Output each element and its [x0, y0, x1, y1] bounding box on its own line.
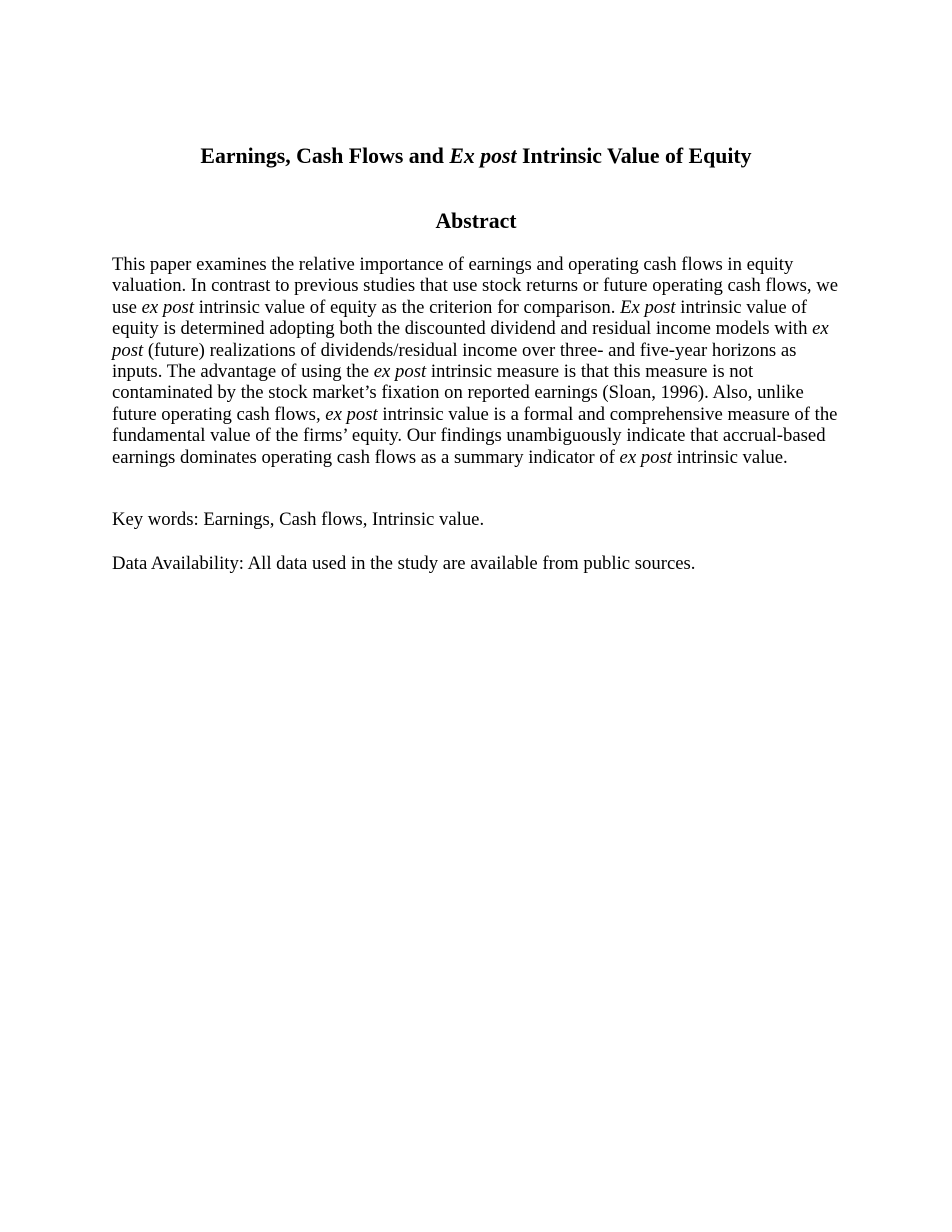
abstract-line [112, 318, 840, 339]
text-segment: inputs. The advantage of using the [112, 361, 374, 383]
abstract-line [112, 404, 840, 425]
abstract-line [112, 425, 840, 446]
text-segment: contaminated by the stock market’s fixation on reported earnings (Sloan, 1996). Also, unlike [112, 382, 804, 404]
text-segment: Earnings, Cash Flows and [200, 144, 450, 168]
paper-title [112, 146, 840, 168]
data-availability-line: Data Availability: All data used in the study are available from public sources. [112, 553, 696, 574]
italic-text-segment: ex post [141, 296, 195, 318]
text-segment: Intrinsic Value of Equity [516, 144, 752, 168]
text-segment: intrinsic value is a formal and comprehensive measure of the [377, 403, 838, 425]
abstract-text [112, 254, 840, 468]
abstract-line [112, 254, 840, 275]
italic-text-segment: ex [812, 318, 829, 340]
text-segment: fundamental value of the firms’ equity. Our findings unambiguously indicate that accrual-based [112, 425, 826, 447]
text-segment: equity is determined adopting both the discounted dividend and residual income models with [112, 318, 813, 340]
abstract-line [112, 382, 840, 403]
abstract-line [112, 340, 840, 361]
text-segment: intrinsic measure is that this measure is not [426, 361, 754, 383]
text-segment: intrinsic value. [671, 446, 788, 468]
italic-text-segment: ex post [325, 403, 378, 425]
text-segment: This paper examines the relative importance of earnings and operating cash flows in equity [112, 254, 794, 275]
text-segment: intrinsic value of equity as the criterion for comparison. [194, 296, 621, 318]
italic-text-segment: ex post [619, 446, 672, 468]
text-segment: future operating cash flows, [112, 403, 326, 425]
abstract-line [112, 361, 840, 382]
text-segment: use [112, 296, 142, 318]
italic-text-segment: ex post [373, 361, 427, 383]
keywords-line: Key words: Earnings, Cash flows, Intrinsic value. [112, 509, 485, 530]
abstract-line [112, 297, 840, 318]
text-segment: intrinsic value of [675, 296, 807, 318]
italic-text-segment: Ex post [620, 296, 676, 318]
text-segment: valuation. In contrast to previous studies that use stock returns or future operating cash flows, we [112, 275, 839, 297]
italic-text-segment: post [112, 339, 144, 361]
italic-text-segment: Ex post [449, 144, 517, 168]
abstract-line [112, 447, 840, 468]
text-segment: (future) realizations of dividends/residual income over three- and five-year horizons as [143, 339, 797, 361]
abstract-heading: Abstract [435, 209, 517, 233]
text-segment: earnings dominates operating cash flows as a summary indicator of [112, 446, 620, 468]
abstract-line [112, 275, 840, 296]
